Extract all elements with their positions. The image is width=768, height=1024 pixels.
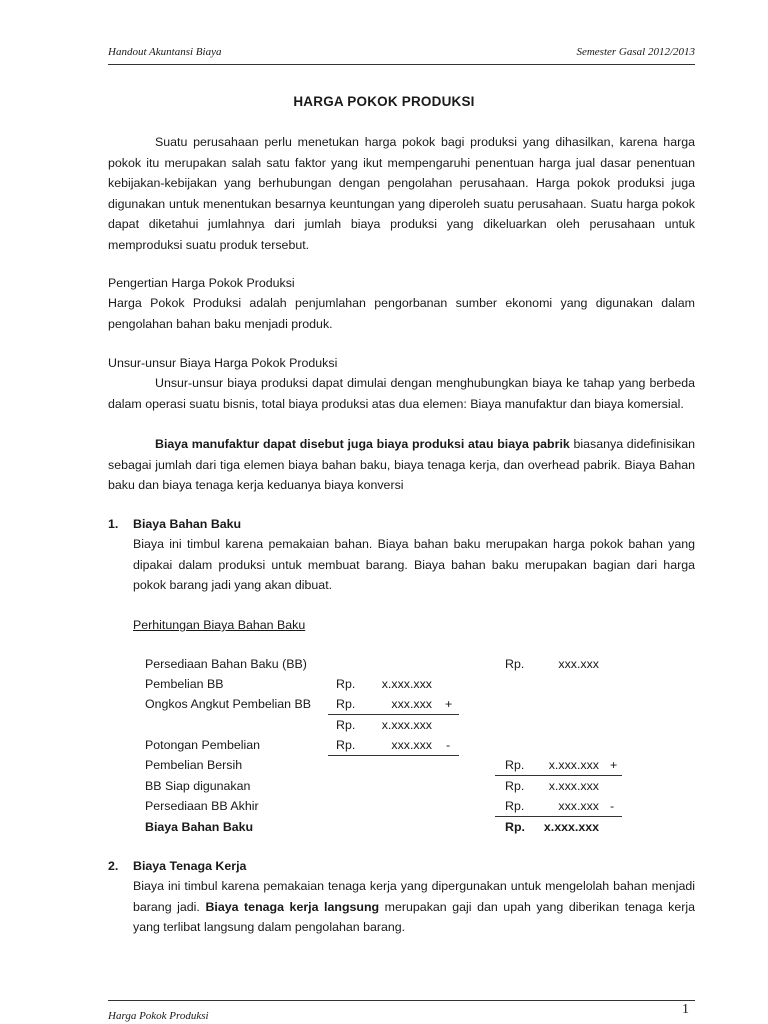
header-course-title: Handout Akuntansi Biaya [108,46,222,58]
manufaktur-definition-rest: biasanya didefinisikan sebagai jumlah dari tiga elemen biaya bahan baku, biaya tenaga kerja, dan overhead pabrik. Biaya Bahan baku dan biaya tenaga kerja keduanya biaya konversi [108,437,695,493]
calc-currency: Rp. [505,820,525,834]
header-divider [108,64,695,65]
calc-currency: Rp. [336,697,356,711]
calc-currency: Rp. [505,799,525,813]
calc-operator-plus: + [445,697,453,711]
calc-label: Persediaan BB Akhir [145,799,259,813]
calc-currency: Rp. [505,657,525,671]
calc-value: xxx.xxx [391,697,432,711]
calc-total-value: x.xxx.xxx [543,820,599,834]
calc-currency: Rp. [505,779,525,793]
calc-value: x.xxx.xxx [548,779,599,793]
item-1-title: Biaya Bahan Baku [133,517,242,531]
calc-value: xxx.xxx [391,738,432,752]
calc-subtotal-line [328,755,459,756]
calc-label: Persediaan Bahan Baku (BB) [145,657,307,671]
calc-label: BB Siap digunakan [145,779,251,793]
page-title: HARGA POKOK PRODUKSI [293,94,475,109]
page-number: 1 [682,1002,689,1017]
calc-label: Pembelian BB [145,677,224,691]
calc-operator-minus: - [446,738,451,752]
item-2-body [133,876,695,938]
item-1-number: 1. [108,517,119,531]
calc-label: Biaya Bahan Baku [145,820,254,834]
calc-value: x.xxx.xxx [381,718,432,732]
section-body-unsur-2 [108,434,695,496]
calc-currency: Rp. [505,758,525,772]
calc-value: xxx.xxx [558,799,599,813]
calc-label: Pembelian Bersih [145,758,243,772]
calc-operator-plus: + [610,758,618,772]
page-header [108,46,695,62]
manufaktur-definition-bold: Biaya manufaktur dapat disebut juga biaya produksi atau biaya pabrik [155,437,570,451]
section-body-pengertian: Harga Pokok Produksi adalah penjumlahan pengorbanan sumber ekonomi yang digunakan dalam pengolahan bahan baku menjadi produk. [108,296,695,331]
calc-currency: Rp. [336,738,356,752]
item-1-body: Biaya ini timbul karena pemakaian bahan. Biaya bahan baku merupakan harga pokok bahan yang dipakai dalam produksi untuk membuat barang. Biaya bahan baku merupakan bagian dari harga pokok barang jadi yang akan dibuat. [133,537,695,593]
footer-title: Harga Pokok Produksi [108,1010,209,1022]
calc-currency: Rp. [336,718,356,732]
calc-currency: Rp. [336,677,356,691]
calc-value: x.xxx.xxx [548,758,599,772]
calc-operator-minus: - [610,799,615,813]
calc-label: Ongkos Angkut Pembelian BB [145,697,311,711]
item-2-body-end: merupakan gaji dan upah yang diberikan tenaga kerja yang terlibat langsung dalam pengolahan barang. [133,899,695,935]
footer-divider [108,1000,695,1001]
header-semester: Semester Gasal 2012/2013 [576,46,695,58]
calc-label: Potongan Pembelian [145,738,261,752]
calc-title: Perhitungan Biaya Bahan Baku [133,618,306,632]
section-body-unsur-1: Unsur-unsur biaya produksi dapat dimulai dengan menghubungkan biaya ke tahap yang berbeda dalam operasi suatu bisnis, total biaya produksi atas dua elemen: Biaya manufaktur dan biaya komersial. [108,376,695,411]
section-heading-pengertian: Pengertian Harga Pokok Produksi [108,276,295,290]
section-heading-unsur: Unsur-unsur Biaya Harga Pokok Produksi [108,356,338,370]
calc-value: xxx.xxx [558,657,599,671]
calc-value: x.xxx.xxx [381,677,432,691]
item-2-title: Biaya Tenaga Kerja [133,859,247,873]
item-2-body-bold: Biaya tenaga kerja langsung [205,899,380,914]
item-2-body-start: Biaya ini timbul karena pemakaian tenaga kerja yang dipergunakan untuk mengelolah bahan menjadi barang jadi. [133,879,695,914]
item-2-number: 2. [108,859,119,873]
intro-paragraph: Suatu perusahaan perlu menetukan harga pokok bagi produksi yang dihasilkan, karena harga pokok itu merupakan salah satu faktor yang ikut mempengaruhi penentuan harga jual dasar penentuan kebijakan-kebijakan yang berhubungan dengan pengolahan perusahaan. Harga pokok produksi juga digunakan untuk menentukan besarnya keuntungan yang diperoleh suatu perusahaan. Suatu harga pokok dapat diketahui jumlahnya dari jumlah biaya produksi yang dikeluarkan oleh perusahaan untuk memproduksi suatu produk tersebut. [108,135,695,252]
